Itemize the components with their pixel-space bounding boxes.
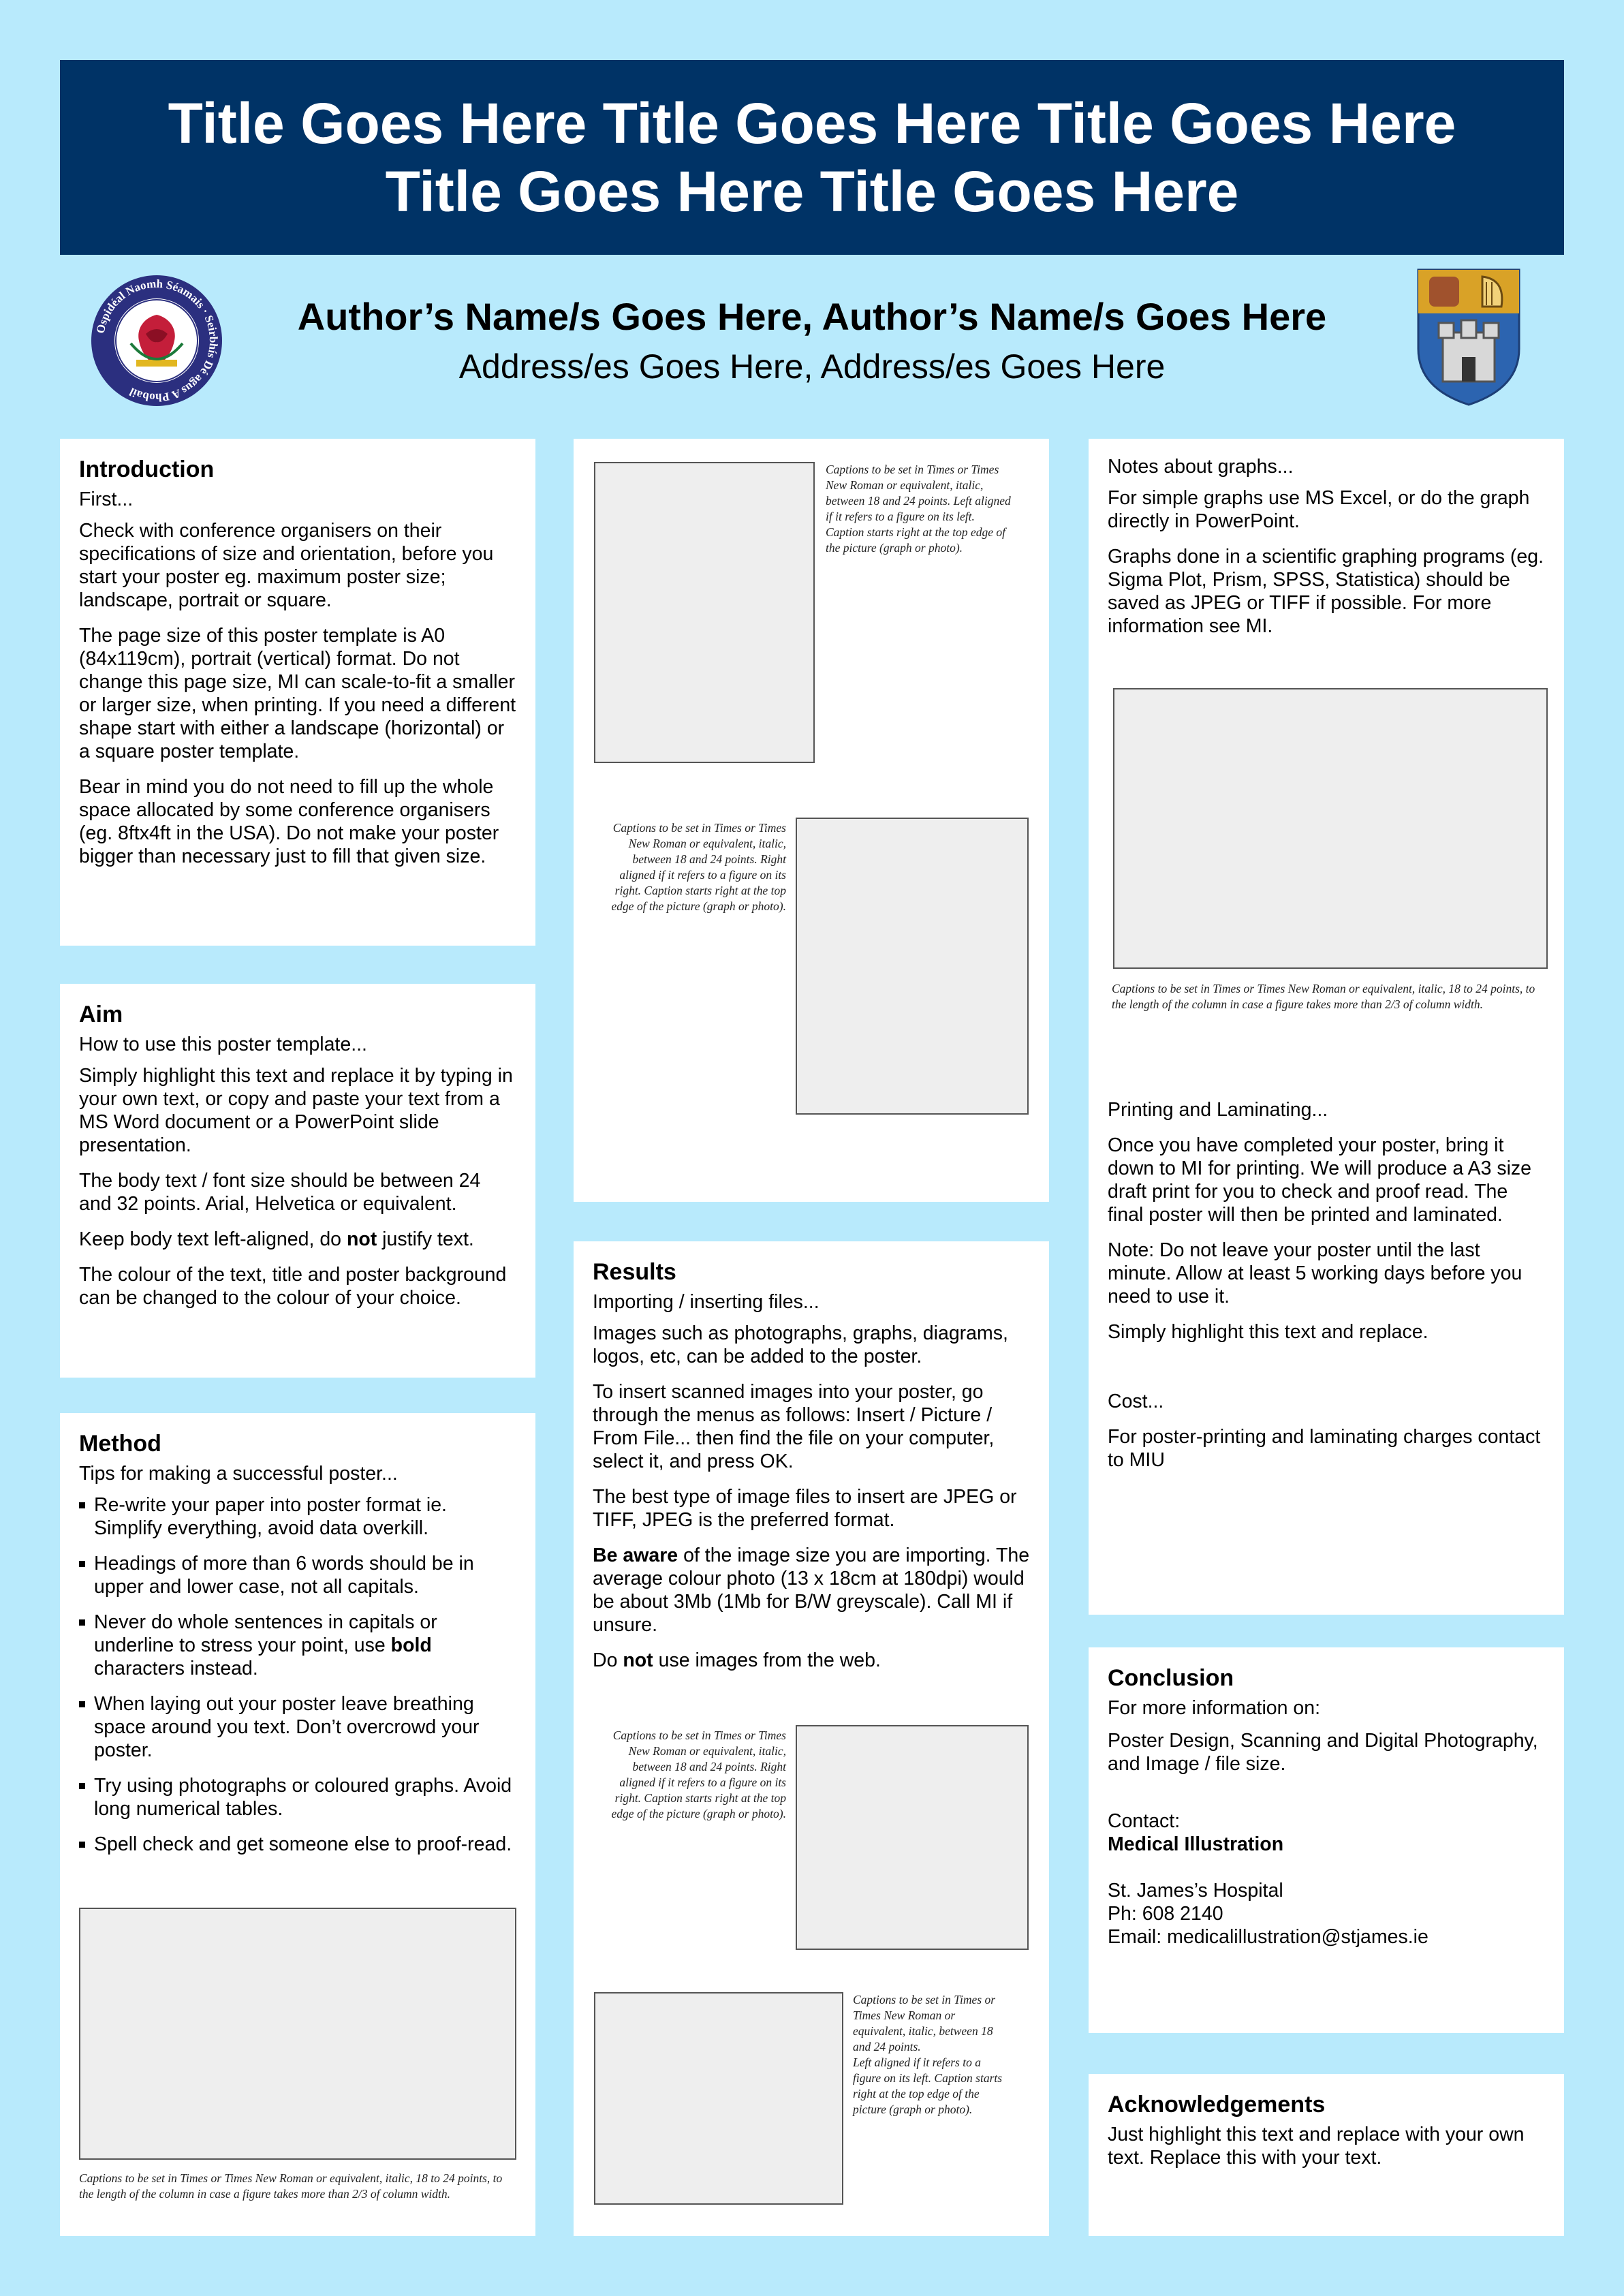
aim-heading: Aim — [79, 1002, 123, 1027]
contact-phone: Ph: 608 2140 — [1108, 1903, 1223, 1925]
web-text: Do — [593, 1649, 623, 1671]
poster-title-line-1: Title Goes Here Title Goes Here Title Goes Here — [168, 91, 1456, 155]
results-sub: Importing / inserting files... — [593, 1291, 819, 1313]
authors: Author’s Name/s Goes Here, Author’s Name/s Goes Here — [297, 295, 1327, 338]
introduction-sub: First... — [79, 488, 134, 510]
method-figure-caption: Captions to be set in Times or Times New Roman or equivalent, italic, 18 to 24 points, to the length of the column in case a figure takes more than 2/3 of column width. — [79, 2171, 503, 2201]
figure-caption-right-aligned: Captions to be set in Times or Times New Roman or equivalent, italic, between 18 and 24 points. Right aligned if it refers to a figure on its right. Caption starts right at the top edge of the picture (graph or photo). — [611, 1728, 786, 1820]
list-item: Re-write your paper into poster format ie. Simplify everything, avoid data overkill. — [79, 1493, 518, 1540]
crest-shield-icon — [1416, 267, 1522, 407]
aim-paragraph: The body text / font size should be between 24 and 32 points. Arial, Helvetica or equivalent. — [79, 1170, 481, 1215]
introduction-heading: Introduction — [79, 456, 215, 482]
figure-placeholder — [594, 1992, 843, 2205]
contact-hospital: St. James’s Hospital — [1108, 1880, 1283, 1902]
figure-caption-right-aligned: Captions to be set in Times or Times New Roman or equivalent, italic, between 18 and 24 points. Right aligned if it refers to a figure on its right. Caption starts right at the top edge of the picture (graph or photo). — [611, 821, 786, 913]
graphs-paragraph: For simple graphs use MS Excel, or do the graph directly in PowerPoint. — [1108, 487, 1530, 532]
poster-title-line-2: Title Goes Here Title Goes Here — [385, 159, 1239, 223]
list-item — [79, 1611, 518, 1680]
caption-text: Captions to be set in Times or Times New Roman or equivalent, italic, between 18 and 24 points. — [853, 1993, 996, 2053]
graphs-sub: Notes about graphs... — [1108, 456, 1294, 478]
acknowledgements-heading: Acknowledgements — [1108, 2092, 1326, 2117]
printing-paragraph: Once you have completed your poster, bring it down to MI for printing. We will produce a A3 size draft print for you to check and proof read. The final poster will then be printed and laminated. — [1108, 1134, 1532, 1226]
results-paragraph: The best type of image files to insert are JPEG or TIFF, JPEG is the preferred format. — [593, 1486, 1017, 1531]
caption-text: Left aligned if it refers to a figure on its left. Caption starts right at the top edge of the picture (graph or photo). — [853, 2055, 1003, 2116]
author-block — [204, 293, 1420, 388]
printing-section — [1108, 1098, 1544, 1484]
printing-paragraph: Note: Do not leave your poster until the last minute. Allow at least 5 working days before you need to use it. — [1108, 1239, 1522, 1307]
aware-bold: Be aware — [593, 1545, 678, 1566]
conclusion-panel — [1089, 1647, 1564, 2033]
results-heading: Results — [593, 1259, 676, 1285]
list-item: Try using photographs or coloured graphs. Avoid long numerical tables. — [79, 1774, 518, 1820]
aim-align-bold: not — [346, 1228, 377, 1250]
conclusion-topics: Poster Design, Scanning and Digital Photography, — [1108, 1730, 1538, 1752]
list-item: When laying out your poster leave breathing space around you text. Don’t overcrowd your poster. — [79, 1692, 518, 1762]
graphs-paragraph: Graphs done in a scientific graphing programs (eg. Sigma Plot, Prism, SPSS, Statistica) should be saved as JPEG or TIFF if possible. For more information see MI. — [1108, 546, 1544, 637]
method-heading: Method — [79, 1431, 161, 1457]
method-bullet-list — [79, 1493, 518, 1856]
results-paragraph: Images such as photographs, graphs, diagrams, logos, etc, can be added to the poster. — [593, 1322, 1008, 1367]
address: Address/es Goes Here, Address/es Goes Here — [458, 347, 1166, 386]
aim-paragraph: Simply highlight this text and replace it by typing in your own text, or copy and paste your text from a MS Word document or a PowerPoint slide presentation. — [79, 1065, 513, 1156]
figure-placeholder — [594, 462, 815, 763]
cost-sub: Cost... — [1108, 1391, 1164, 1412]
web-text-end: use images from the web. — [653, 1649, 881, 1671]
graph-figure-placeholder — [1113, 688, 1548, 969]
figure-placeholder — [796, 1725, 1029, 1950]
printing-paragraph: Simply highlight this text and replace. — [1108, 1321, 1428, 1343]
list-item: Spell check and get someone else to proof-read. — [79, 1833, 518, 1856]
figure-placeholder — [796, 818, 1029, 1115]
method-sub: Tips for making a successful poster... — [79, 1463, 398, 1485]
acknowledgements-text: Just highlight this text and replace with your own text. Replace this with your text. — [1108, 2124, 1525, 2169]
aim-sub: How to use this poster template... — [79, 1034, 367, 1055]
conclusion-info: For more information on: — [1108, 1697, 1321, 1719]
results-paragraph-aware — [593, 1544, 1031, 1636]
title-banner — [60, 60, 1564, 255]
printing-sub: Printing and Laminating... — [1108, 1099, 1328, 1121]
contact-label: Contact: — [1108, 1810, 1181, 1832]
aim-align-text: Keep body text left-aligned, do — [79, 1228, 347, 1250]
introduction-panel — [60, 439, 535, 946]
conclusion-topics: and Image / file size. — [1108, 1753, 1286, 1775]
cost-paragraph: For poster-printing and laminating charges contact to MIU — [1108, 1426, 1541, 1471]
aim-align-text-end: justify text. — [377, 1228, 474, 1250]
aim-panel — [60, 984, 535, 1378]
web-bold: not — [623, 1649, 653, 1671]
figure-caption-left-aligned: Captions to be set in Times or Times New Roman or equivalent, italic, between 18 and 24 points. Left aligned if it refers to a figure on its left. Caption starts right at the top edge of the picture (graph or photo). — [826, 463, 1011, 555]
aim-paragraph: The colour of the text, title and poster background can be changed to the colour of your choice. — [79, 1264, 507, 1309]
introduction-paragraph: Check with conference organisers on their specifications of size and orientation, before you start your poster eg. maximum poster size; landscape, portrait or square. — [79, 520, 494, 611]
list-item: Headings of more than 6 words should be in upper and lower case, not all capitals. — [79, 1552, 518, 1598]
introduction-paragraph: Bear in mind you do not need to fill up the whole space allocated by some conference organisers (eg. 8ftx4ft in the USA). Do not make your poster bigger than necessary just to fill that given size. — [79, 776, 499, 867]
svg-text:Ospidéal Naomh Séamais · Seirb: Ospidéal Naomh Séamais · Seirbhís Dé agus A Phobail — [93, 277, 221, 405]
graph-figure-caption: Captions to be set in Times or Times New Roman or equivalent, italic, 18 to 24 points, to the length of the column in case a figure takes more than 2/3 of column width. — [1112, 982, 1535, 1011]
bullet-bold: bold — [390, 1634, 432, 1656]
results-paragraph: To insert scanned images into your poster, go through the menus as follows: Insert / Picture / From File... then find the file on your computer, select it, and press OK. — [593, 1381, 995, 1472]
aim-paragraph-align — [79, 1228, 518, 1251]
introduction-paragraph: The page size of this poster template is A0 (84x119cm), portrait (vertical) format. Do not change this page size, MI can scale-to-fit a smaller or larger size, when printing. If you need a different shape start with either a landscape (horizontal) or a square poster template. — [79, 625, 516, 762]
conclusion-heading: Conclusion — [1108, 1665, 1234, 1691]
bullet-text: Never do whole sentences in capitals or underline to stress your point, use — [94, 1611, 437, 1656]
figure-caption-left-aligned — [853, 1992, 1010, 2117]
bullet-text-end: characters instead. — [94, 1658, 258, 1679]
contact-email[interactable]: Email: medicalillustration@stjames.ie — [1108, 1926, 1428, 1948]
aware-text: of the image size you are importing. The average colour photo (13 x 18cm at 180dpi) would be about 3Mb (1Mb for B/W greyscale). Call MI if unsure. — [593, 1545, 1030, 1636]
method-figure-placeholder — [79, 1908, 516, 2160]
results-paragraph-web — [593, 1649, 1031, 1672]
acknowledgements-panel — [1089, 2074, 1564, 2236]
contact-department: Medical Illustration — [1108, 1833, 1284, 1855]
